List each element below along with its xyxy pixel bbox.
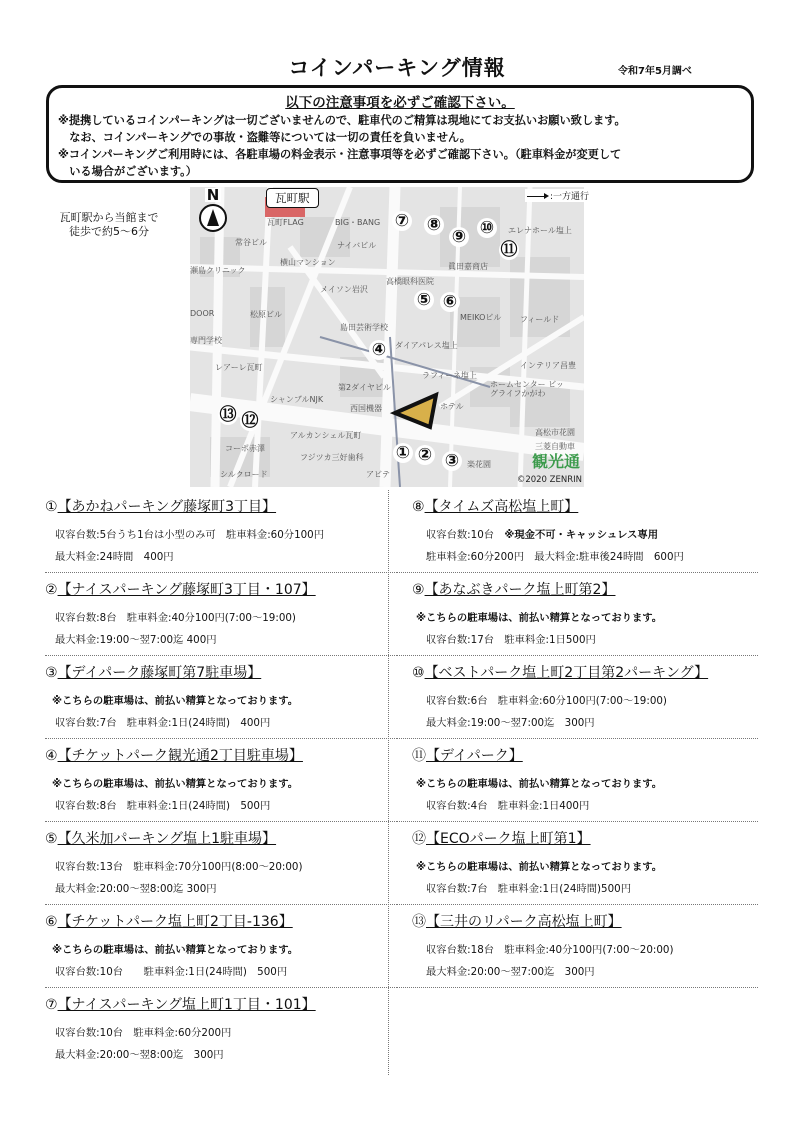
parking-name: 【ナイスパーキング塩上町1丁目・101】 bbox=[57, 997, 316, 1013]
parking-marker-13: ⑬ bbox=[219, 405, 237, 425]
map-label: DOOR bbox=[190, 309, 215, 318]
parking-number: ⑤ bbox=[45, 831, 58, 847]
map-label: 瓦町FLAG bbox=[267, 218, 304, 227]
parking-marker-9: ⑨ bbox=[449, 227, 469, 247]
parking-entry bbox=[396, 573, 758, 656]
parking-title bbox=[412, 579, 615, 599]
entry-separator bbox=[396, 987, 758, 988]
page-title: コインパーキング情報 bbox=[288, 56, 506, 80]
detail-text: 最大料金:19:00～翌7:00迄 400円 bbox=[55, 634, 217, 646]
parking-title bbox=[45, 994, 316, 1014]
notice-line: なお、コインパーキングでの事故・盗難等については一切の責任を負いません。 bbox=[58, 131, 471, 144]
parking-number: ⑪ bbox=[412, 748, 426, 764]
map-label: 高松市花園 bbox=[535, 428, 575, 437]
parking-entry bbox=[45, 905, 397, 988]
area-map bbox=[190, 187, 584, 487]
walk-info bbox=[50, 211, 168, 239]
parking-title bbox=[412, 496, 578, 516]
parking-title bbox=[412, 662, 708, 682]
map-label: 横山マンション bbox=[280, 258, 336, 267]
survey-date: 令和7年5月調べ bbox=[618, 66, 692, 77]
parking-name: 【デイパーク藤塚町第7駐車場】 bbox=[57, 665, 262, 681]
parking-entry bbox=[45, 656, 397, 739]
parking-name: 【久米加パーキング塩上1駐車場】 bbox=[57, 831, 277, 847]
parking-detail-line bbox=[55, 880, 217, 895]
detail-text: 収容台数:10台 駐車料金:60分200円 bbox=[55, 1027, 232, 1039]
parking-entry bbox=[396, 656, 758, 739]
prepay-note bbox=[52, 941, 298, 956]
parking-marker-11: ⑪ bbox=[500, 240, 518, 260]
map-label: シルクロード bbox=[220, 470, 268, 479]
bold-note: ※こちらの駐車場は、前払い精算となっております。 bbox=[416, 778, 663, 790]
parking-detail-line bbox=[426, 880, 631, 895]
parking-title bbox=[412, 911, 622, 931]
parking-entry bbox=[396, 905, 758, 988]
parking-name: 【三井のリパーク高松塩上町】 bbox=[426, 914, 622, 930]
walk-info-line: 徒歩で約5～6分 bbox=[69, 225, 149, 238]
map-label: メイソン岩沢 bbox=[320, 285, 368, 294]
parking-title bbox=[45, 662, 261, 682]
compass-icon bbox=[197, 185, 229, 232]
parking-number: ⑬ bbox=[412, 914, 426, 930]
parking-number: ② bbox=[45, 582, 58, 598]
detail-text: 収容台数:7台 駐車料金:1日(24時間)500円 bbox=[426, 883, 631, 895]
map-label: 島田芸術学校 bbox=[340, 323, 388, 332]
parking-detail-line bbox=[55, 548, 174, 563]
detail-text: 最大料金:19:00～翌7:00迄 300円 bbox=[426, 717, 595, 729]
parking-detail-line bbox=[426, 941, 674, 956]
detail-text: 最大料金:20:00～翌7:00迄 300円 bbox=[426, 966, 595, 978]
station-label: 瓦町駅 bbox=[266, 188, 319, 208]
parking-title bbox=[45, 745, 303, 765]
parking-marker-7: ⑦ bbox=[392, 211, 412, 231]
detail-text: 収容台数:4台 駐車料金:1日400円 bbox=[426, 800, 590, 812]
parking-entry bbox=[396, 822, 758, 905]
map-label: 西国機器 bbox=[350, 404, 382, 413]
parking-name: 【あなぶきパーク塩上町第2】 bbox=[424, 582, 616, 598]
north-arrow-icon bbox=[199, 204, 227, 232]
notice-heading: 以下の注意事項を必ずご確認下さい。 bbox=[285, 95, 515, 111]
parking-marker-2: ② bbox=[415, 445, 435, 465]
map-label: ホテル bbox=[440, 402, 464, 411]
parking-detail-line bbox=[55, 858, 303, 873]
parking-entry bbox=[45, 739, 397, 822]
parking-detail-line bbox=[55, 526, 324, 541]
map-label: 瀬島クリニック bbox=[190, 266, 246, 275]
parking-number: ⑨ bbox=[412, 582, 425, 598]
map-label: レアーレ瓦町 bbox=[215, 363, 263, 372]
parking-title bbox=[45, 911, 293, 931]
parking-entry bbox=[396, 739, 758, 822]
map-label: 常谷ビル bbox=[235, 238, 267, 247]
arrow-icon bbox=[527, 196, 547, 197]
parking-title bbox=[412, 745, 523, 765]
notice-box bbox=[46, 85, 754, 183]
parking-detail-line bbox=[55, 631, 217, 646]
prepay-note bbox=[416, 775, 662, 790]
parking-detail-line bbox=[55, 1046, 224, 1061]
map-label: 眞田嘉商店 bbox=[448, 262, 488, 271]
detail-text: 収容台数:7台 駐車料金:1日(24時間) 400円 bbox=[55, 717, 271, 729]
map-label: エレナホール塩上 bbox=[508, 226, 572, 235]
parking-number: ③ bbox=[45, 665, 58, 681]
parking-marker-6: ⑥ bbox=[440, 292, 460, 312]
parking-marker-4: ④ bbox=[369, 340, 389, 360]
bold-note: ※こちらの駐車場は、前払い精算となっております。 bbox=[52, 944, 299, 956]
parking-marker-3: ③ bbox=[442, 451, 462, 471]
parking-entry bbox=[45, 822, 397, 905]
map-label: 楽花園 bbox=[467, 460, 491, 469]
prepay-note bbox=[416, 609, 662, 624]
map-label: アルカンシェル瓦町 bbox=[290, 431, 362, 440]
parking-detail-line bbox=[55, 609, 296, 624]
compass-label: N bbox=[206, 186, 220, 204]
parking-number: ⑥ bbox=[45, 914, 58, 930]
map-label: 松原ビル bbox=[250, 310, 282, 319]
parking-title bbox=[45, 579, 316, 599]
detail-text: 最大料金:20:00～翌8:00迄 300円 bbox=[55, 883, 217, 895]
map-label: BIG・BANG bbox=[335, 218, 381, 227]
parking-number: ⑩ bbox=[412, 665, 425, 681]
parking-entry bbox=[396, 490, 758, 573]
detail-text: 収容台数:17台 駐車料金:1日500円 bbox=[426, 634, 596, 646]
prepay-note bbox=[52, 692, 298, 707]
parking-entry bbox=[45, 988, 397, 1071]
parking-detail-line bbox=[55, 1024, 231, 1039]
detail-text: 最大料金:20:00～翌8:00迄 300円 bbox=[55, 1049, 224, 1061]
parking-name: 【チケットパーク観光通2丁目駐車場】 bbox=[57, 748, 303, 764]
parking-title bbox=[45, 828, 276, 848]
parking-title bbox=[412, 828, 591, 848]
parking-number: ① bbox=[45, 499, 58, 515]
prepay-note bbox=[416, 858, 662, 873]
parking-marker-12: ⑫ bbox=[241, 411, 259, 431]
parking-entry bbox=[45, 490, 397, 573]
parking-detail-line bbox=[55, 714, 270, 729]
parking-detail-line bbox=[426, 526, 658, 541]
parking-marker-5: ⑤ bbox=[414, 290, 434, 310]
prepay-note bbox=[52, 775, 298, 790]
map-label: コーポ赤澤 bbox=[225, 444, 265, 453]
parking-detail-line bbox=[426, 631, 596, 646]
parking-marker-1: ① bbox=[393, 443, 413, 463]
map-label: 高橋眼科医院 bbox=[386, 277, 434, 286]
detail-text: 収容台数:6台 駐車料金:60分100円(7:00～19:00) bbox=[426, 695, 667, 707]
bold-note: ※こちらの駐車場は、前払い精算となっております。 bbox=[52, 695, 299, 707]
parking-detail-line bbox=[55, 963, 287, 978]
parking-name: 【デイパーク】 bbox=[426, 748, 523, 764]
parking-name: 【ナイスパーキング藤塚町3丁目・107】 bbox=[57, 582, 316, 598]
detail-text: 駐車料金:60分200円 最大料金:駐車後24時間 600円 bbox=[426, 551, 684, 563]
parking-detail-line bbox=[426, 963, 595, 978]
map-label: 観光通 bbox=[531, 452, 580, 471]
detail-text: 収容台数:13台 駐車料金:70分100円(8:00～20:00) bbox=[55, 861, 303, 873]
detail-text: 収容台数:10台 bbox=[426, 529, 505, 541]
parking-number: ⑫ bbox=[412, 831, 426, 847]
detail-text: 収容台数:5台うち1台は小型のみ可 駐車料金:60分100円 bbox=[55, 529, 325, 541]
detail-text: 収容台数:10台 駐車料金:1日(24時間) 500円 bbox=[55, 966, 288, 978]
map-label: ダイアパレス塩上 bbox=[395, 341, 458, 350]
bold-note: ※こちらの駐車場は、前払い精算となっております。 bbox=[52, 778, 299, 790]
parking-title bbox=[45, 496, 276, 516]
detail-text: 収容台数:8台 駐車料金:40分100円(7:00～19:00) bbox=[55, 612, 296, 624]
notice-line: ※コインパーキングご利用時には、各駐車場の料金表示・注意事項等を必ずご確認下さい。（駐車料金が変更して bbox=[58, 148, 622, 161]
parking-detail-line bbox=[426, 797, 589, 812]
parking-detail-line bbox=[426, 714, 595, 729]
map-label: 専門学校 bbox=[190, 336, 222, 345]
map-label: シャンブルNJK bbox=[270, 395, 324, 404]
map-label: 第2ダイヤビル bbox=[338, 383, 391, 392]
parking-marker-8: ⑧ bbox=[424, 215, 444, 235]
parking-name: 【タイムズ高松塩上町】 bbox=[424, 499, 579, 515]
detail-text: 最大料金:24時間 400円 bbox=[55, 551, 174, 563]
bold-note: ※こちらの駐車場は、前払い精算となっております。 bbox=[416, 612, 663, 624]
map-label: フィールド bbox=[520, 315, 560, 324]
detail-text: 収容台数:18台 駐車料金:40分100円(7:00～20:00) bbox=[426, 944, 674, 956]
parking-name: 【ベストパーク塩上町2丁目第2パーキング】 bbox=[424, 665, 709, 681]
map-label: ホームセンター ビッグライフかがわ bbox=[490, 380, 564, 398]
oneway-legend bbox=[525, 189, 591, 202]
parking-detail-line bbox=[55, 797, 270, 812]
map-label: 三菱自動車 bbox=[535, 442, 575, 451]
parking-entry bbox=[45, 573, 397, 656]
parking-name: 【ECOパーク塩上町第1】 bbox=[426, 831, 591, 847]
parking-marker-10: ⑩ bbox=[477, 218, 497, 238]
map-label: ナイバビル bbox=[337, 241, 377, 250]
parking-number: ⑧ bbox=[412, 499, 425, 515]
bold-note: ※こちらの駐車場は、前払い精算となっております。 bbox=[416, 861, 663, 873]
notice-line: ※提携しているコインパーキングは一切ございませんので、駐車代のご精算は現地にてお支払いお願い致します。 bbox=[58, 114, 626, 127]
map-label: アビテ bbox=[366, 470, 390, 479]
oneway-legend-label: :一方通行 bbox=[550, 192, 590, 202]
map-label: MEIKOビル bbox=[460, 313, 502, 322]
bold-note: ※現金不可・キャッシュレス専用 bbox=[504, 529, 659, 541]
parking-name: 【チケットパーク塩上町2丁目-136】 bbox=[57, 914, 293, 930]
parking-number: ⑦ bbox=[45, 997, 58, 1013]
parking-detail-line bbox=[426, 692, 667, 707]
parking-number: ④ bbox=[45, 748, 58, 764]
parking-detail-line bbox=[426, 548, 684, 563]
map-label: ラフィーネ塩上 bbox=[422, 371, 477, 380]
parking-name: 【あかねパーキング藤塚町3丁目】 bbox=[57, 499, 277, 515]
map-label: フジツカ三好歯科 bbox=[300, 453, 364, 462]
map-copyright: ©2020 ZENRIN bbox=[516, 475, 582, 485]
detail-text: 収容台数:8台 駐車料金:1日(24時間) 500円 bbox=[55, 800, 271, 812]
walk-info-line: 瓦町駅から当館まで bbox=[59, 211, 159, 224]
notice-line: いる場合がございます。） bbox=[58, 165, 197, 178]
map-label: インテリア昌豊 bbox=[520, 361, 576, 370]
